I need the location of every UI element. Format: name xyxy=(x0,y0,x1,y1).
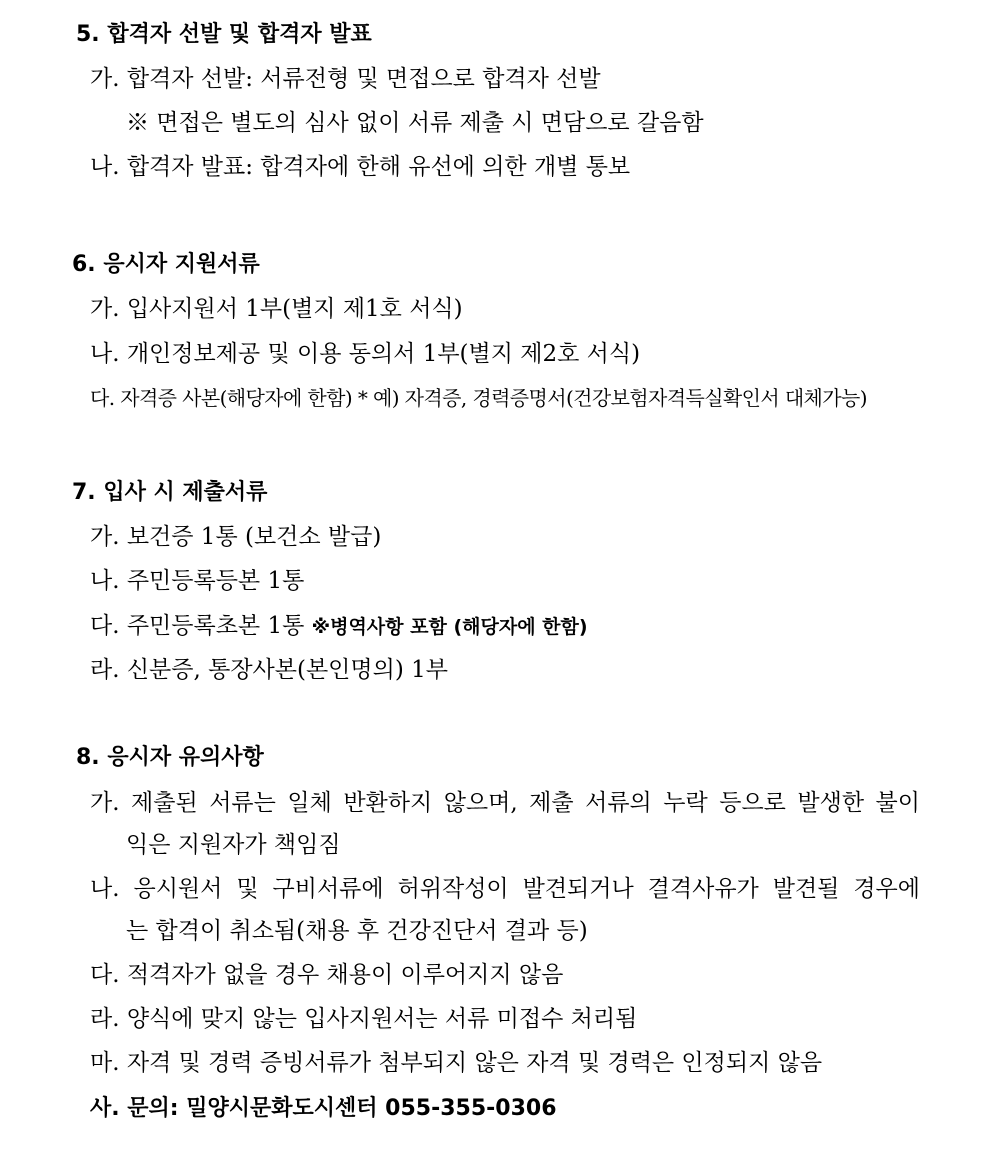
section-8-item-ra: 라. 양식에 맞지 않는 입사지원서는 서류 미접수 처리됨 xyxy=(90,1006,638,1032)
section-7-item-da-text: 다. 주민등록초본 1통 xyxy=(90,613,305,639)
section-6-item-ga: 가. 입사지원서 1부(별지 제1호 서식) xyxy=(90,296,463,322)
section-7-item-ga: 가. 보건증 1통 (보건소 발급) xyxy=(90,524,382,550)
section-7-title: 7. 입사 시 제출서류 xyxy=(72,480,268,505)
section-8-item-na-line2: 는 합격이 취소됨(채용 후 건강진단서 결과 등) xyxy=(126,918,588,944)
section-8-title: 8. 응시자 유의사항 xyxy=(76,745,264,770)
section-6-item-na: 나. 개인정보제공 및 이용 동의서 1부(별지 제2호 서식) xyxy=(90,341,641,367)
section-7-item-na: 나. 주민등록등본 1통 xyxy=(90,568,305,594)
section-5-note: ※ 면접은 별도의 심사 없이 서류 제출 시 면담으로 갈음함 xyxy=(126,110,704,136)
section-8-item-ga-line1: 가. 제출된 서류는 일체 반환하지 않으며, 제출 서류의 누락 등으로 발생한 불이 xyxy=(90,790,920,816)
section-5-item-na: 나. 합격자 발표: 합격자에 한해 유선에 의한 개별 통보 xyxy=(90,154,631,180)
section-8-item-na-line1: 나. 응시원서 및 구비서류에 허위작성이 발견되거나 결격사유가 발견될 경우에 xyxy=(90,876,920,902)
section-6-item-da: 다. 자격증 사본(해당자에 한함) * 예) 자격증, 경력증명서(건강보험자격득실확인서 대체가능) xyxy=(90,386,867,410)
section-6-title: 6. 응시자 지원서류 xyxy=(72,252,260,277)
section-5-item-ga: 가. 합격자 선발: 서류전형 및 면접으로 합격자 선발 xyxy=(90,66,601,92)
section-5-title: 5. 합격자 선발 및 합격자 발표 xyxy=(76,22,372,47)
section-8-item-contact: 사. 문의: 밀양시문화도시센터 055-355-0306 xyxy=(90,1096,557,1121)
section-8-item-ma: 마. 자격 및 경력 증빙서류가 첨부되지 않은 자격 및 경력은 인정되지 않음 xyxy=(90,1050,823,1076)
section-8-item-ga-line2: 익은 지원자가 책임짐 xyxy=(126,832,341,858)
section-7-item-da-note: ※병역사항 포함 (해당자에 한함) xyxy=(311,616,588,638)
section-7-item-ra: 라. 신분증, 통장사본(본인명의) 1부 xyxy=(90,657,448,683)
section-8-item-da: 다. 적격자가 없을 경우 채용이 이루어지지 않음 xyxy=(90,962,564,988)
section-7-item-da xyxy=(90,611,588,642)
